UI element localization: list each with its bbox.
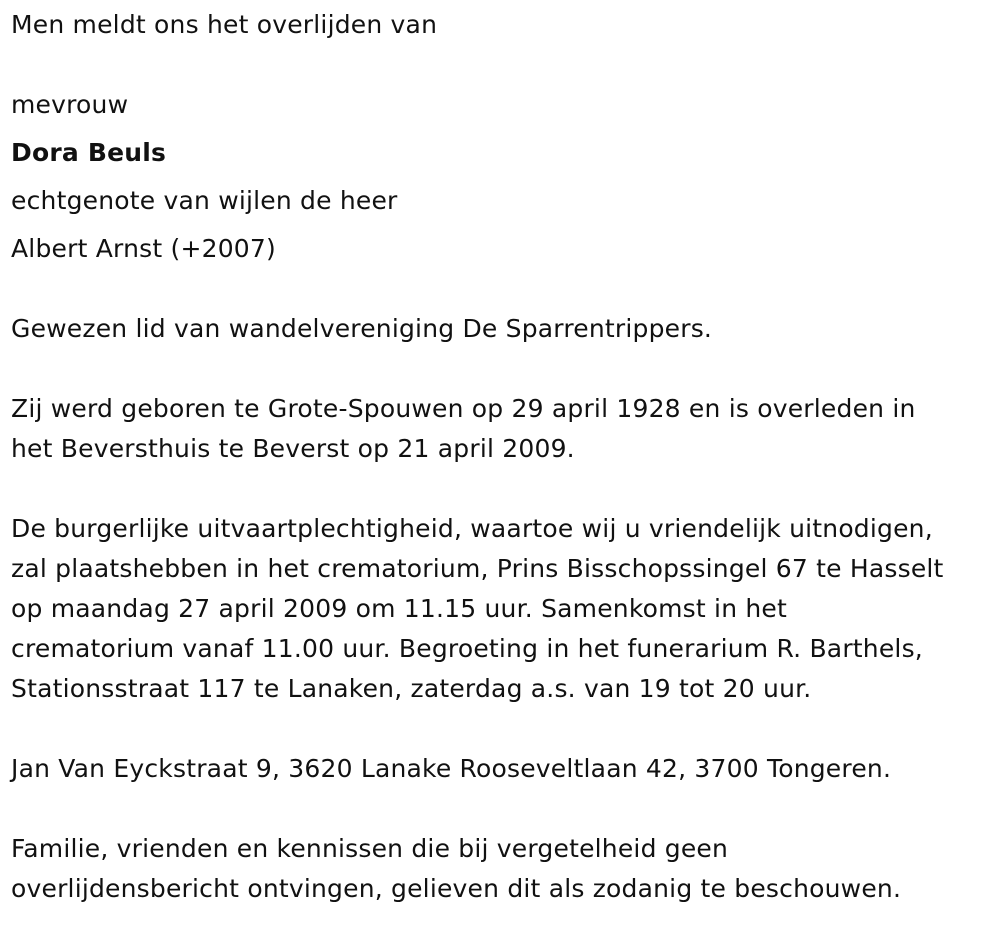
salutation: mevrouw [11, 90, 129, 119]
ceremony-line-4: crematorium vanaf 11.00 uur. Begroeting in het funerarium R. Barthels, [11, 634, 923, 663]
deceased-name: Dora Beuls [11, 138, 167, 167]
ceremony-line-1: De burgerlijke uitvaartplechtigheid, waartoe wij u vriendelijk uitnodigen, [11, 514, 933, 543]
membership-text: Gewezen lid van wandelvereniging De Sparrentrippers. [11, 314, 713, 343]
relation-text: echtgenote van wijlen de heer [11, 186, 398, 215]
ceremony-line-2: zal plaatshebben in het crematorium, Prins Bisschopssingel 67 te Hasselt [11, 554, 944, 583]
intro-text: Men meldt ons het overlijden van [11, 10, 438, 39]
addresses-text: Jan Van Eyckstraat 9, 3620 Lanake Rooseveltlaan 42, 3700 Tongeren. [11, 754, 892, 783]
closing-line-1: Familie, vrienden en kennissen die bij vergetelheid geen [11, 834, 729, 863]
spouse-name: Albert Arnst (+2007) [11, 234, 276, 263]
ceremony-line-3: op maandag 27 april 2009 om 11.15 uur. Samenkomst in het [11, 594, 788, 623]
ceremony-line-5: Stationsstraat 117 te Lanaken, zaterdag a.s. van 19 tot 20 uur. [11, 674, 812, 703]
birth-death-line-1: Zij werd geboren te Grote-Spouwen op 29 april 1928 en is overleden in [11, 394, 916, 423]
closing-line-2: overlijdensbericht ontvingen, gelieven dit als zodanig te beschouwen. [11, 874, 902, 903]
birth-death-line-2: het Beversthuis te Beverst op 21 april 2009. [11, 434, 575, 463]
